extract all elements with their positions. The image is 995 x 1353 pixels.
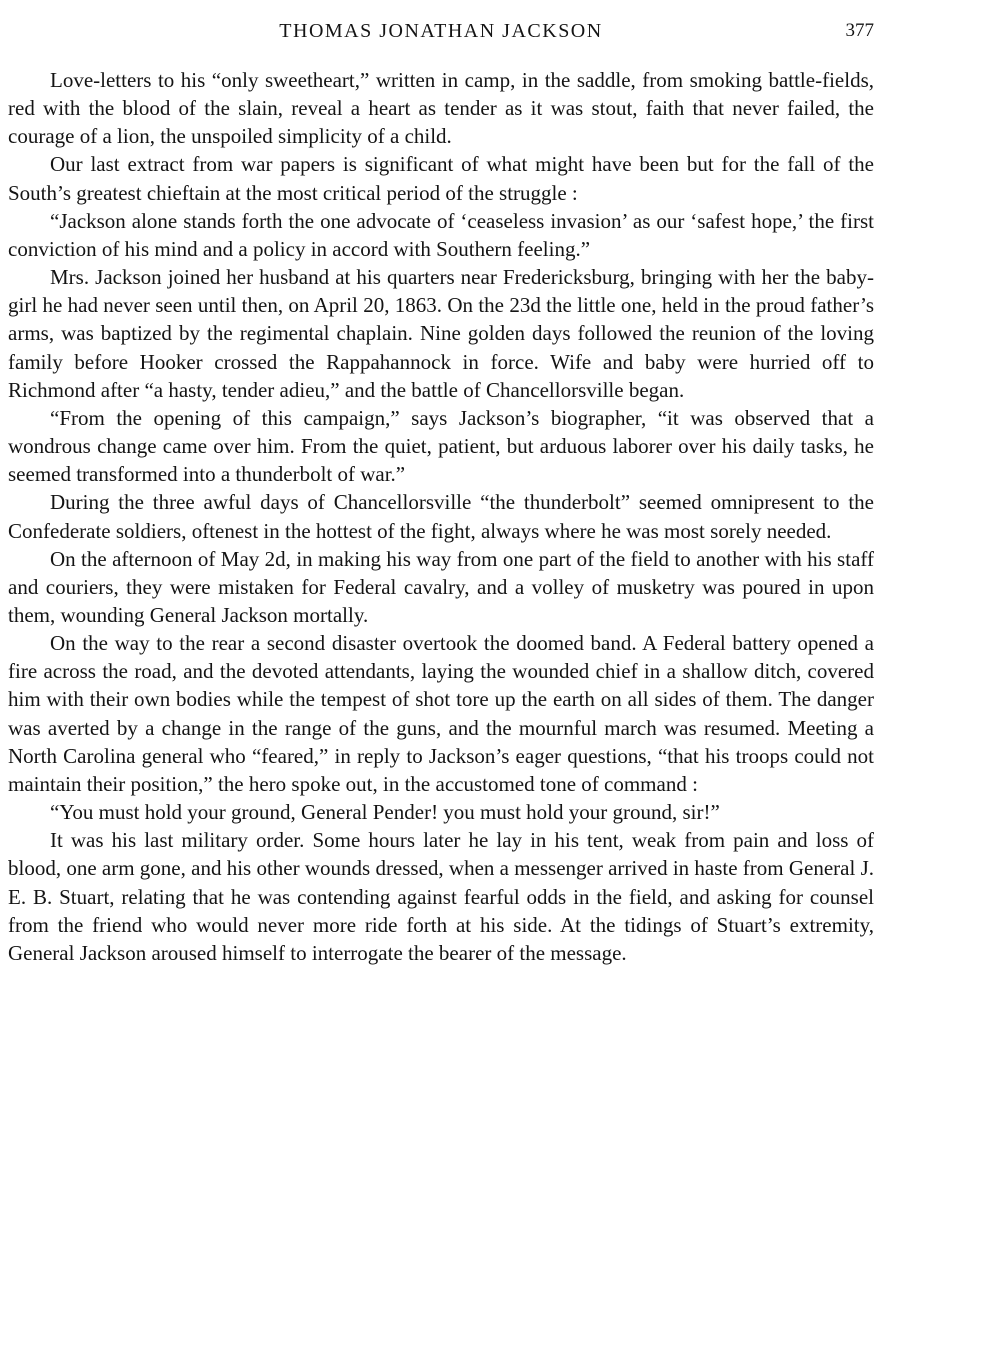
page-number: 377 <box>845 20 874 41</box>
paragraph-second-disaster: On the way to the rear a second disaster overtook the doomed band. A Federal battery opened a fire across the road, and the devoted attendants, laying the wounded chief in a shallow ditch, covered him with their own bodies while the tempest of shot tore up the earth on all sides of them. The danger was averted by a change in the range of the guns, and the mournful march was resumed. Meeting a North Carolina general who “feared,” in reply to Jackson’s eager questions, “that his troops could not maintain their position,” the hero spoke out, in the accustomed tone of command : <box>8 631 874 796</box>
paragraph-may-second: On the afternoon of May 2d, in making his way from one part of the field to another with his staff and couriers, they were mistaken for Federal cavalry, and a volley of musketry was poured in upon them, wounding General Jackson mortally. <box>8 546 874 627</box>
paragraph-quotation: “Jackson alone stands forth the one advocate of ‘ceaseless invasion’ as our ‘safest hope,’ the first conviction of his mind and a policy in accord with Southern feeling.” <box>8 208 874 261</box>
paragraph-love-letters: Love-letters to his “only sweetheart,” written in camp, in the saddle, from smoking battle-fields, red with the blood of the slain, reveal a heart as tender as it was stout, faith that never failed, the courage of a lion, the unspoiled simplicity of a child. <box>8 68 874 149</box>
paragraph-biographer: “From the opening of this campaign,” says Jackson’s biographer, “it was observed that a wondrous change came over him. From the quiet, patient, but arduous laborer over his daily tasks, he seemed transformed into a thunderbolt of war.” <box>8 405 874 487</box>
paragraph-mrs-jackson: Mrs. Jackson joined her husband at his quarters near Fredericksburg, bringing with her the baby-girl he had never seen until then, on April 20, 1863. On the 23d the little one, held in the proud father’s arms, was baptized by the regimental chaplain. Nine golden days followed the reunion of the loving family before Hooker crossed the Rappahannock in force. Wife and baby were hurried off to Richmond after “a hasty, tender adieu,” and the battle of Chancellorsville began. <box>8 265 874 402</box>
body-text <box>8 66 874 967</box>
paragraph-last-command: “You must hold your ground, General Pender! you must hold your ground, sir!” <box>50 800 720 825</box>
paragraph-war-papers: Our last extract from war papers is significant of what might have been but for the fall of the South’s greatest chieftain at the most critical period of the struggle : <box>8 152 874 205</box>
running-header <box>8 14 874 50</box>
running-title: THOMAS JONATHAN JACKSON <box>279 20 603 42</box>
paragraph-last-order: It was his last military order. Some hours later he lay in his tent, weak from pain and loss of blood, one arm gone, and his other wounds dressed, when a messenger arrived in haste from General J. E. B. Stuart, relating that he was contending against fearful odds in the field, and asking for counsel from the friend who would never more ride forth at his side. At the tidings of Stuart’s extremity, General Jackson aroused himself to interrogate the bearer of the message. <box>8 828 875 965</box>
paragraph-chancellorsville: During the three awful days of Chancellorsville “the thunderbolt” seemed omnipresent to the Confederate soldiers, oftenest in the hottest of the fight, always where he was most sorely needed. <box>8 490 874 543</box>
